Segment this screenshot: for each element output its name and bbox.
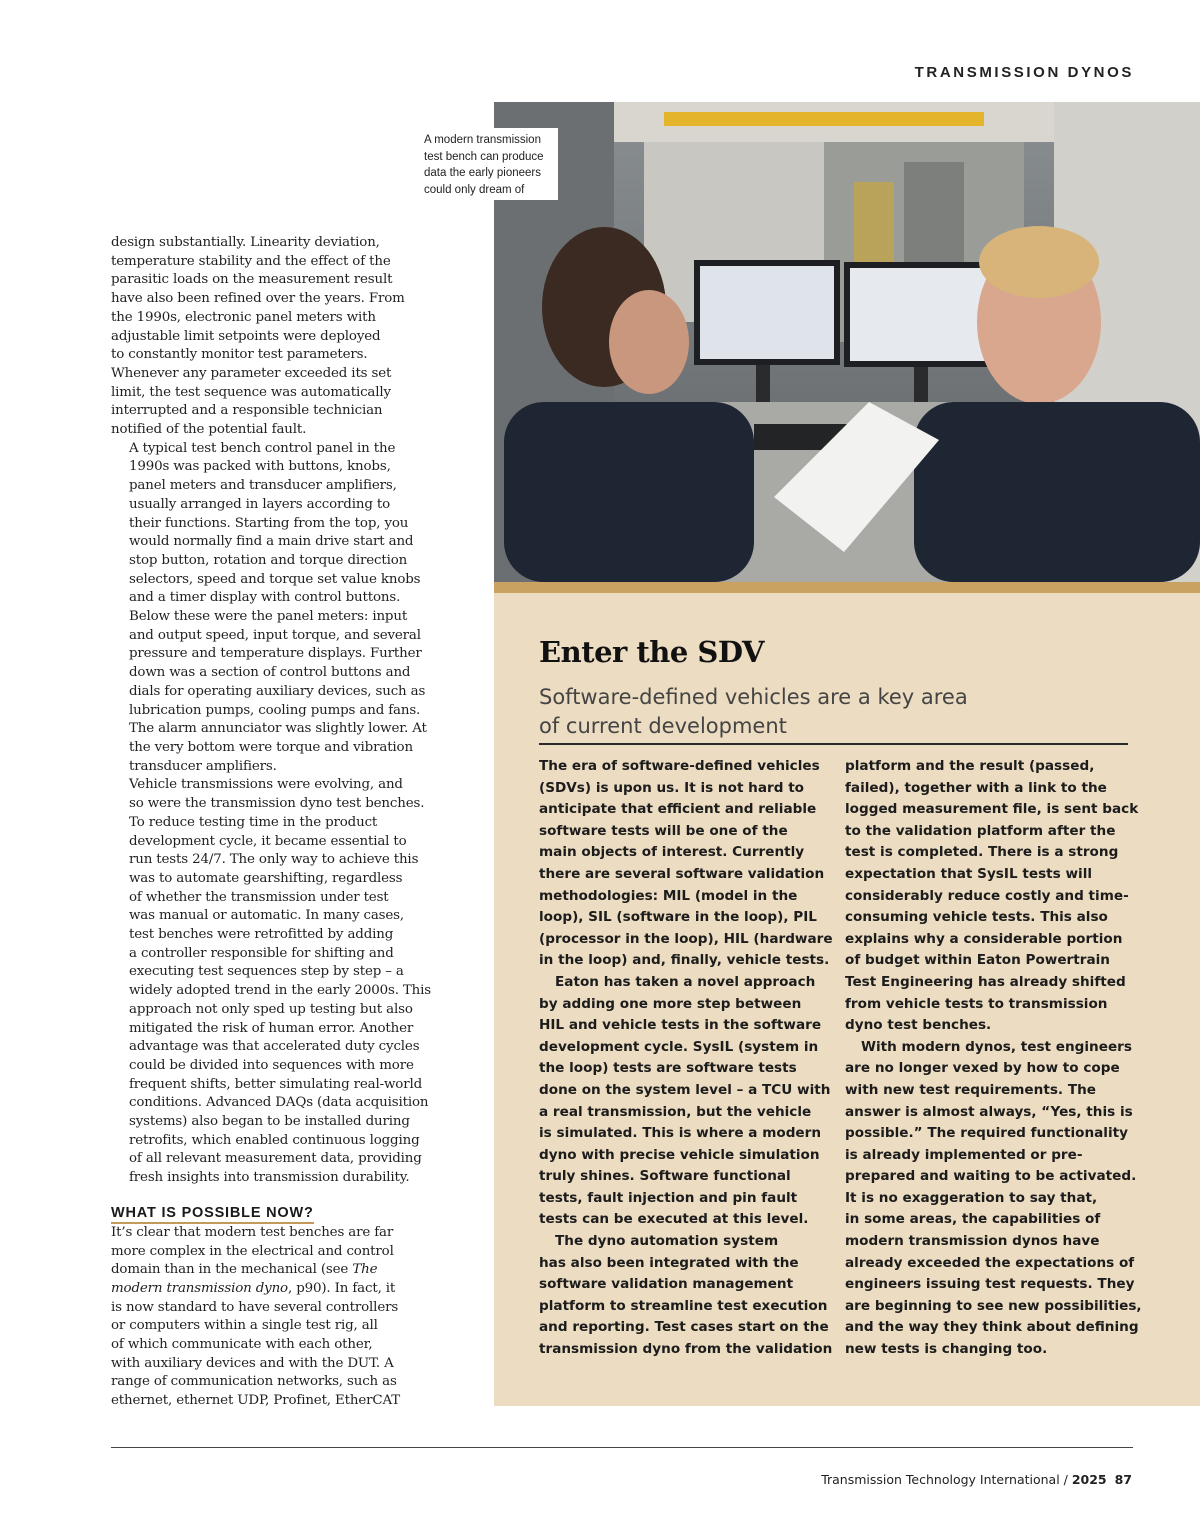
text-line: Vehicle transmissions were evolving, and <box>129 777 403 793</box>
text-line: to the validation platform after the <box>845 822 1116 839</box>
caption-line: test bench can produce <box>424 150 544 163</box>
text-line: tests can be executed at this level. <box>539 1211 809 1228</box>
text-line: with auxiliary devices and with the DUT. A <box>111 1355 394 1371</box>
text-line: mitigated the risk of human error. Another <box>129 1020 414 1036</box>
text-line: of whether the transmission under test <box>129 889 389 905</box>
text-line: a real transmission, but the vehicle <box>539 1103 812 1120</box>
text-line: dyno test benches. <box>845 1017 992 1034</box>
publication-name: Transmission Technology International / <box>821 1472 1072 1487</box>
text-line: was to automate gearshifting, regardless <box>129 870 403 886</box>
sidebar-divider <box>539 743 1128 745</box>
photo-illustration <box>494 102 1200 582</box>
text-line: (processor in the loop), HIL (hardware <box>539 930 833 947</box>
text-line: pressure and temperature displays. Further <box>129 646 422 662</box>
text-line: with new test requirements. The <box>845 1081 1096 1098</box>
text-line: Below these were the panel meters: input <box>129 609 408 625</box>
left-column-article <box>111 234 441 1411</box>
text-line <box>111 1261 441 1280</box>
photo-caption <box>418 128 558 200</box>
text-line: main objects of interest. Currently <box>539 844 805 861</box>
text-line: could be divided into sequences with more <box>129 1057 414 1073</box>
text-line: It’s clear that modern test benches are far <box>111 1224 394 1240</box>
text-line: range of communication networks, such as <box>111 1374 397 1390</box>
text-line: test is completed. There is a strong <box>845 844 1119 861</box>
text-line: widely adopted trend in the early 2000s. This <box>129 983 432 999</box>
text-line: It is no exaggeration to say that, <box>845 1189 1098 1206</box>
text-line: A typical test bench control panel in the <box>129 440 396 456</box>
text-line: tests, fault injection and pin fault <box>539 1189 798 1206</box>
text-line: lubrication pumps, cooling pumps and fans. <box>129 702 421 718</box>
text-line: frequent shifts, better simulating real-world <box>129 1076 423 1092</box>
text-line: transmission dyno from the validation <box>539 1341 833 1358</box>
text-line: already exceeded the expectations of <box>845 1254 1135 1271</box>
text-line: panel meters and transducer amplifiers, <box>129 478 397 494</box>
text-line: dials for operating auxiliary devices, such as <box>129 683 426 699</box>
text-line: there are several software validation <box>539 865 825 882</box>
photo-test-bench <box>494 102 1200 582</box>
text-line: to constantly monitor test parameters. <box>111 347 368 363</box>
paragraph <box>111 440 441 777</box>
caption-line: A modern transmission <box>424 134 541 146</box>
text-line: run tests 24/7. The only way to achieve this <box>129 852 419 868</box>
text-segment: , p90). In fact, it <box>287 1280 396 1296</box>
paragraph <box>111 776 441 1187</box>
text-line: platform and the result (passed, <box>845 758 1095 774</box>
text-line: expectation that SysIL tests will <box>845 865 1093 882</box>
text-line: down was a section of control buttons and <box>129 665 411 681</box>
text-line: answer is almost always, “Yes, this is <box>845 1103 1133 1120</box>
text-line: more complex in the electrical and control <box>111 1243 394 1259</box>
text-line: transducer amplifiers. <box>129 758 277 774</box>
text-line: considerably reduce costly and time- <box>845 887 1129 904</box>
publication-year: 2025 <box>1071 1472 1107 1487</box>
text-line: and the way they think about defining <box>845 1319 1139 1336</box>
text-line: methodologies: MIL (model in the <box>539 887 798 904</box>
reference-title: modern transmission dyno <box>111 1280 288 1296</box>
text-line: a controller responsible for shifting and <box>129 945 394 961</box>
text-line: possible.” The required functionality <box>845 1125 1128 1142</box>
text-line: software validation management <box>539 1276 794 1293</box>
reference-title: The <box>352 1262 378 1278</box>
text-line: The alarm annunciator was slightly lower. At <box>129 721 427 737</box>
text-line: adjustable limit setpoints were deployed <box>111 328 381 344</box>
text-line: the 1990s, electronic panel meters with <box>111 309 376 325</box>
page-footer <box>821 1472 1132 1487</box>
text-line: loop), SIL (software in the loop), PIL <box>539 909 817 926</box>
paragraph <box>111 234 441 440</box>
text-line: test benches were retrofitted by adding <box>129 927 394 943</box>
text-line: usually arranged in layers according to <box>129 496 391 512</box>
text-line: the loop) tests are software tests <box>539 1060 797 1077</box>
text-line: or computers within a single test rig, all <box>111 1318 378 1334</box>
text-line: is simulated. This is where a modern <box>539 1125 822 1142</box>
text-line: Eaton has taken a novel approach <box>555 973 816 990</box>
text-line: limit, the test sequence was automatically <box>111 384 391 400</box>
text-line: the very bottom were torque and vibration <box>129 739 413 755</box>
text-line: design substantially. Linearity deviation, <box>111 235 380 250</box>
paragraph <box>111 1224 441 1411</box>
text-line: selectors, speed and torque set value knobs <box>129 571 421 587</box>
text-line: are beginning to see new possibilities, <box>845 1297 1142 1314</box>
text-line: engineers issuing test requests. They <box>845 1276 1135 1293</box>
text-line: truly shines. Software functional <box>539 1168 791 1185</box>
text-line: by adding one more step between <box>539 995 802 1012</box>
text-line: systems) also began to be installed during <box>129 1114 410 1130</box>
sidebar-subtitle <box>539 683 999 741</box>
text-line: notified of the potential fault. <box>111 422 307 438</box>
sidebar-column-2 <box>845 756 1145 1361</box>
text-segment: domain than in the mechanical (see <box>111 1262 353 1278</box>
text-line: so were the transmission dyno test benches. <box>129 796 425 812</box>
text-line: explains why a considerable portion <box>845 930 1123 947</box>
text-line: their functions. Starting from the top, you <box>129 515 409 531</box>
text-line: have also been refined over the years. From <box>111 291 405 307</box>
text-line: Test Engineering has already shifted <box>845 973 1126 990</box>
text-line: prepared and waiting to be activated. <box>845 1168 1137 1185</box>
text-line: are no longer vexed by how to cope <box>845 1060 1120 1077</box>
text-line: and a timer display with control buttons. <box>129 590 401 606</box>
section-label: TRANSMISSION DYNOS <box>914 64 1134 81</box>
text-line: of which communicate with each other, <box>111 1337 373 1353</box>
sidebar-column-1 <box>539 756 839 1361</box>
text-line <box>111 1280 441 1299</box>
text-line: The dyno automation system <box>555 1233 779 1250</box>
text-line: ethernet, ethernet UDP, Profinet, EtherCAT <box>111 1393 401 1409</box>
text-line: anticipate that efficient and reliable <box>539 801 817 818</box>
text-line: approach not only sped up testing but also <box>129 1001 413 1017</box>
footer-divider <box>111 1447 1133 1448</box>
text-line: would normally find a main drive start and <box>129 534 414 550</box>
sidebar-accent-bar <box>494 582 1200 593</box>
text-line: development cycle, it became essential to <box>129 833 407 849</box>
subtitle-line: of current development <box>539 714 787 738</box>
text-line: logged measurement file, is sent back <box>845 801 1139 818</box>
text-line: new tests is changing too. <box>845 1341 1048 1358</box>
text-line: The era of software-defined vehicles <box>539 758 820 774</box>
text-line: is now standard to have several controllers <box>111 1299 399 1315</box>
subtitle-line: Software-defined vehicles are a key area <box>539 685 968 709</box>
text-line: consuming vehicle tests. This also <box>845 909 1108 926</box>
text-line: Whenever any parameter exceeded its set <box>111 365 392 381</box>
text-line: from vehicle tests to transmission <box>845 995 1108 1012</box>
text-line: modern transmission dynos have <box>845 1233 1100 1250</box>
text-line: dyno with precise vehicle simulation <box>539 1146 820 1163</box>
text-line: software tests will be one of the <box>539 822 788 839</box>
text-line: in some areas, the capabilities of <box>845 1211 1101 1228</box>
text-line: To reduce testing time in the product <box>129 814 378 830</box>
text-line: advantage was that accelerated duty cycles <box>129 1039 420 1055</box>
text-line: has also been integrated with the <box>539 1254 799 1271</box>
text-line: 1990s was packed with buttons, knobs, <box>129 459 391 475</box>
text-line: of budget within Eaton Powertrain <box>845 952 1110 969</box>
text-line: in the loop) and, finally, vehicle tests. <box>539 952 830 969</box>
caption-line: data the early pioneers <box>424 167 541 179</box>
text-line: interrupted and a responsible technician <box>111 403 383 419</box>
text-line: platform to streamline test execution <box>539 1297 828 1314</box>
text-line: of all relevant measurement data, providing <box>129 1151 422 1167</box>
caption-line: could only dream of <box>424 183 525 196</box>
text-line: executing test sequences step by step – a <box>129 964 404 980</box>
text-line: temperature stability and the effect of the <box>111 253 391 269</box>
text-line: and output speed, input torque, and several <box>129 627 421 643</box>
text-line: conditions. Advanced DAQs (data acquisition <box>129 1095 429 1111</box>
text-line: (SDVs) is upon us. It is not hard to <box>539 779 805 796</box>
sidebar-title: Enter the SDV <box>539 635 765 669</box>
sidebar-box <box>494 593 1200 1406</box>
subheading-what-is-possible-now: WHAT IS POSSIBLE NOW? <box>111 1204 314 1224</box>
text-line: failed), together with a link to the <box>845 779 1107 796</box>
text-line: With modern dynos, test engineers <box>861 1038 1132 1055</box>
text-line: development cycle. SysIL (system in <box>539 1038 819 1055</box>
text-line: was manual or automatic. In many cases, <box>129 908 405 924</box>
text-line: stop button, rotation and torque direction <box>129 552 408 568</box>
text-line: done on the system level – a TCU with <box>539 1081 831 1098</box>
text-line: parasitic loads on the measurement result <box>111 272 393 288</box>
text-line: HIL and vehicle tests in the software <box>539 1017 822 1034</box>
text-line: fresh insights into transmission durability. <box>129 1170 410 1186</box>
text-line: retrofits, which enabled continuous logging <box>129 1132 420 1148</box>
text-line: and reporting. Test cases start on the <box>539 1319 829 1336</box>
page-number: 87 <box>1114 1472 1132 1487</box>
text-line: is already implemented or pre- <box>845 1146 1083 1163</box>
